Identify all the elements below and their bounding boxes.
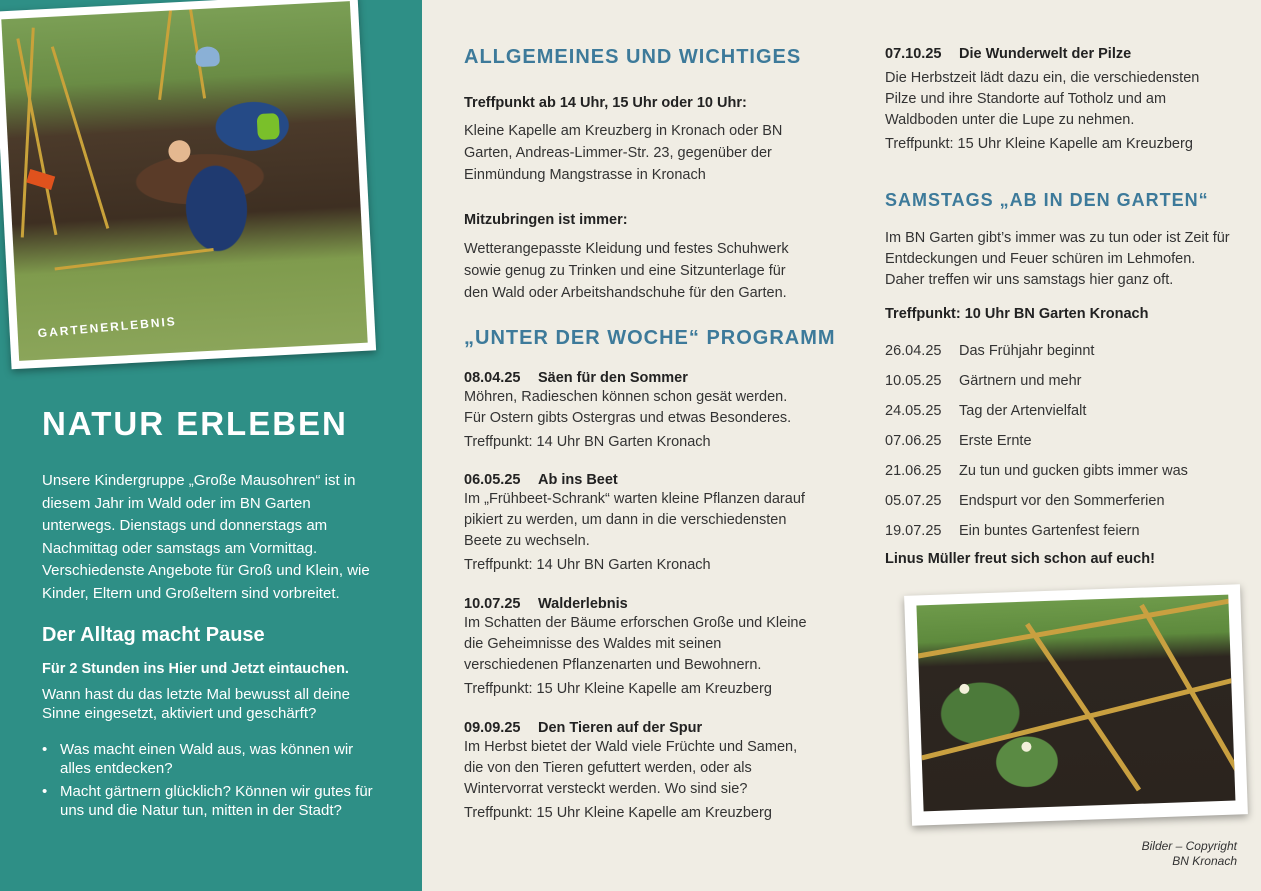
bring-text: Wetterangepasste Kleidung und festes Schuhwerk sowie genug zu Trinken und eine Sitzunterlage für den Wald oder Arbeitshandschuhe für den Garten. xyxy=(464,241,789,301)
date-row xyxy=(885,396,1225,426)
event-text: Die Herbstzeit lädt dazu ein, die verschiedensten Pilze und ihre Standorte auf Totholz und am Waldboden unter die Lupe zu nehmen. xyxy=(885,70,1200,128)
copyright-note xyxy=(1142,839,1237,869)
date-row xyxy=(885,426,1225,456)
general-heading: ALLGEMEINES UND WICHTIGES xyxy=(464,46,802,68)
date-row xyxy=(885,516,1225,546)
date: 05.07.25 xyxy=(885,493,942,509)
saturday-meeting-point: Treffpunkt: 10 Uhr BN Garten Kronach xyxy=(885,306,1149,322)
saturday-dates-list xyxy=(885,336,1225,546)
date-title: Gärtnern und mehr xyxy=(959,373,1082,389)
date-row xyxy=(885,366,1225,396)
date: 26.04.25 xyxy=(885,343,942,359)
date-title: Tag der Artenvielfalt xyxy=(959,403,1087,419)
section-subtitle: Der Alltag macht Pause xyxy=(42,624,265,646)
event-text: Möhren, Radieschen können schon gesät werden. Für Ostern gibts Ostergras und etwas Besonderes. xyxy=(464,389,792,426)
date: 10.05.25 xyxy=(885,373,942,389)
event-date: 06.05.25 xyxy=(464,472,521,488)
date-title: Erste Ernte xyxy=(959,433,1032,449)
event-item xyxy=(464,720,809,821)
event-text: Im Herbst bietet der Wald viele Früchte und Samen, die von den Tieren gefuttert werden, oder als Wintervorrat versteckt werden. Wo sind sie? xyxy=(464,739,798,797)
date-title: Zu tun und gucken gibts immer was xyxy=(959,463,1188,479)
date-row xyxy=(885,336,1225,366)
program-heading: „UNTER DER WOCHE“ PROGRAMM xyxy=(464,327,836,349)
question-text: Wann hast du das letzte Mal bewusst all deine Sinne eingesetzt, aktiviert und geschärft? xyxy=(42,686,350,722)
event-title: Die Wunderwelt der Pilze xyxy=(959,46,1132,62)
saturday-heading: SAMSTAGS „AB IN DEN GARTEN“ xyxy=(885,190,1209,210)
copyright-line: BN Kronach xyxy=(1172,854,1237,868)
photo-caption: GARTENERLEBNIS xyxy=(37,314,178,341)
event-item xyxy=(464,472,809,573)
date: 21.06.25 xyxy=(885,463,942,479)
event-meeting-point: Treffpunkt: 14 Uhr BN Garten Kronach xyxy=(464,557,711,573)
event-meeting-point: Treffpunkt: 15 Uhr Kleine Kapelle am Kreuzberg xyxy=(464,805,772,821)
date: 19.07.25 xyxy=(885,523,942,539)
event-date: 09.09.25 xyxy=(464,720,521,736)
children-gardening-image xyxy=(1,1,367,361)
event-meeting-point: Treffpunkt: 14 Uhr BN Garten Kronach xyxy=(464,434,711,450)
event-meeting-point: Treffpunkt: 15 Uhr Kleine Kapelle am Kreuzberg xyxy=(885,136,1193,152)
event-text: Im Schatten der Bäume erforschen Große und Kleine die Geheimnisse des Waldes mit seinen verschiedenen Pflanzenarten und Bewohnern. xyxy=(464,615,807,673)
garden-bed-photo xyxy=(904,584,1248,826)
intro-text: Unsere Kindergruppe „Große Mausohren“ ist in diesem Jahr im Wald oder im BN Garten unterwegs. Dienstags und donnerstags am Nachmittag oder samstags am Vormittag. Verschiedenste Angebote für Groß und Klein, wie Kinder, Eltern und Großeltern sind vorbreitet. xyxy=(42,472,370,602)
left-panel xyxy=(0,0,422,891)
date-title: Das Frühjahr beginnt xyxy=(959,343,1095,359)
saturday-text: Im BN Garten gibt’s immer was zu tun oder ist Zeit für Entdeckungen und Feuer schüren im Lehmofen. Daher treffen wir uns samstags hier ganz oft. xyxy=(885,230,1230,288)
event-item xyxy=(464,370,809,450)
date: 07.06.25 xyxy=(885,433,942,449)
meeting-point-text: Kleine Kapelle am Kreuzberg in Kronach oder BN Garten, Andreas-Limmer-Str. 23, gegenüber der Einmündung Mangstrasse in Kronach xyxy=(464,123,783,183)
event-item xyxy=(464,596,809,697)
bullet-list xyxy=(42,741,382,825)
strawberry-bed-image xyxy=(916,595,1235,812)
event-date: 10.07.25 xyxy=(464,596,521,612)
date-title: Endspurt vor den Sommerferien xyxy=(959,493,1165,509)
list-item: • Was macht einen Wald aus, was können wir alles entdecken? xyxy=(42,741,382,778)
page-title: NATUR ERLEBEN xyxy=(42,405,348,442)
event-meeting-point: Treffpunkt: 15 Uhr Kleine Kapelle am Kreuzberg xyxy=(464,681,772,697)
event-title: Walderlebnis xyxy=(538,596,628,612)
signoff: Linus Müller freut sich schon auf euch! xyxy=(885,551,1155,567)
event-date: 08.04.25 xyxy=(464,370,521,386)
garden-photo xyxy=(0,0,376,369)
event-title: Den Tieren auf der Spur xyxy=(538,720,703,736)
meeting-point-label: Treffpunkt ab 14 Uhr, 15 Uhr oder 10 Uhr: xyxy=(464,95,747,111)
event-title: Säen für den Sommer xyxy=(538,370,688,386)
sub-bold-text: Für 2 Stunden ins Hier und Jetzt eintauchen. xyxy=(42,661,349,677)
date-row xyxy=(885,486,1225,516)
list-item: • Macht gärtnern glücklich? Können wir gutes für uns und die Natur tun, mitten in der Stadt? xyxy=(42,783,382,820)
event-title: Ab ins Beet xyxy=(538,472,618,488)
date-row xyxy=(885,456,1225,486)
event-text: Im „Frühbeet-Schrank“ warten kleine Pflanzen darauf pikiert zu werden, um dann in die verschiedensten Beete zu wechseln. xyxy=(464,491,805,549)
bring-label: Mitzubringen ist immer: xyxy=(464,212,628,228)
copyright-line: Bilder – Copyright xyxy=(1141,839,1237,853)
event-date: 07.10.25 xyxy=(885,46,942,62)
date-title: Ein buntes Gartenfest feiern xyxy=(959,523,1140,539)
date: 24.05.25 xyxy=(885,403,942,419)
event-item xyxy=(885,46,1230,152)
